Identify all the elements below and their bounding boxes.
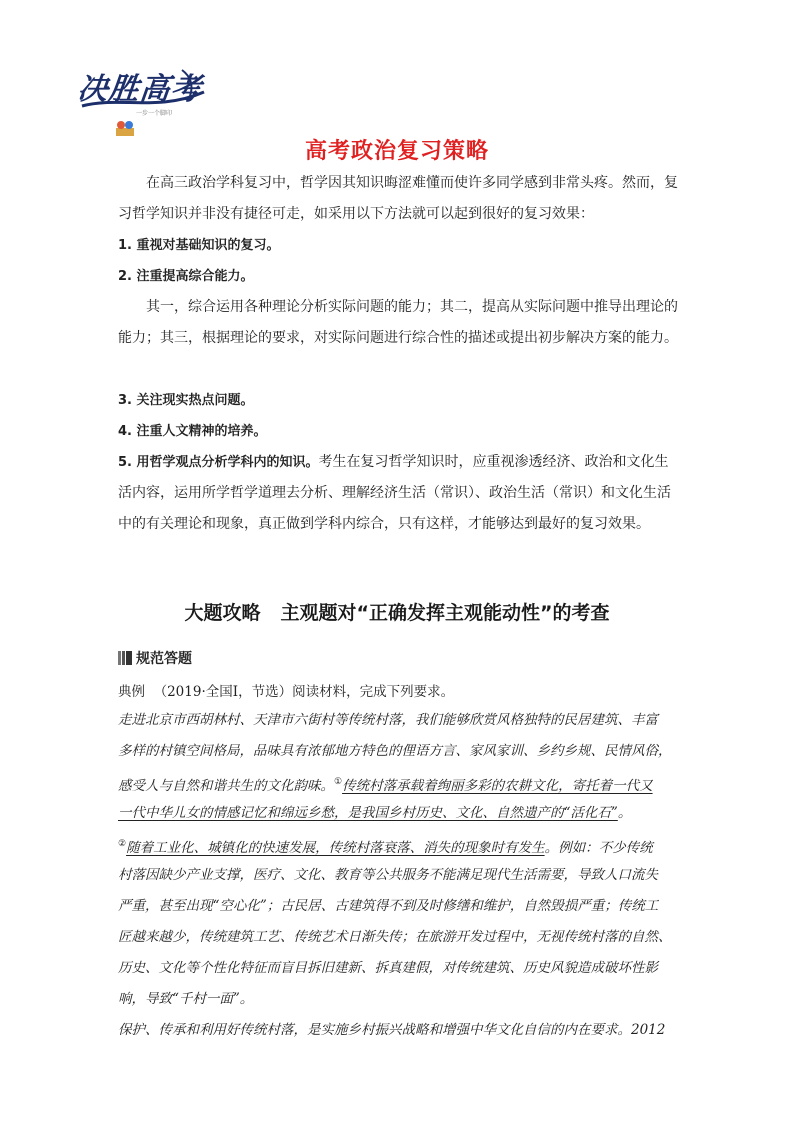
point-3: 3. 关注现实热点问题。 [118, 393, 254, 408]
intro-paragraph: 在高三政治学科复习中，哲学因其知识晦涩难懂而使许多同学感到非常头疼。然而，复习哲学知识并非没有捷径可走，如采用以下方法就可以起到很好的复习效果： [118, 175, 678, 222]
material-text: 。例如：不少传统 [544, 840, 653, 856]
material-line [118, 829, 678, 864]
point-5-heading: 5. 用哲学观点分析学科内的知识。 [118, 455, 319, 470]
section-title-a: 大题攻略 [184, 602, 261, 624]
example-label: 典例 [118, 684, 145, 700]
logo-subtitle: 一步一个脚印 [136, 110, 173, 117]
section-tag [118, 648, 192, 668]
material-text: 感受人与自然和谐共生的文化韵味。 [118, 778, 334, 794]
point-2: 2. 注重提高综合能力。 [118, 269, 254, 284]
material-line: 村落因缺少产业支撑，医疗、文化、教育等公共服务不能满足现代生活需要，导致人口流失 [118, 867, 658, 883]
material-line: 历史、文化等个性化特征而盲目拆旧建新、拆真建假，对传统建筑、历史风貌造成破坏性影 [118, 960, 658, 976]
material-text: 。 [617, 805, 632, 821]
material-line: 严重，甚至出现“空心化”；古民居、古建筑得不到及时修缮和维护，自然毁损严重；传统工 [118, 898, 659, 914]
section-title-b: 主观题对“正确发挥主观能动性”的考查 [280, 602, 610, 624]
marker-2: ② [118, 839, 127, 849]
section-title [0, 598, 794, 625]
point-2-detail: 其一，综合运用各种理论分析实际问题的能力；其二，提高从实际问题中推导出理论的能力；其三，根据理论的要求，对实际问题进行综合性的描述或提出初步解决方案的能力。 [118, 299, 678, 346]
material-line [118, 767, 678, 802]
material-line: 响，导致“千村一面”。 [118, 991, 254, 1007]
page-title: 高考政治复习策略 [304, 139, 489, 164]
underlined-text: 随着工业化、城镇化的快速发展，传统村落衰落、消失的现象时有发生 [126, 840, 545, 856]
material-line: 多样的村镇空间格局，品味具有浓郁地方特色的俚语方言、家风家训、乡约乡规、民情风俗， [118, 743, 672, 759]
underlined-text: 传统村落承载着绚丽多彩的农耕文化，寄托着一代又 [342, 778, 653, 794]
underlined-text: 一代中华儿女的情感记忆和绵远乡愁，是我国乡村历史、文化、自然遗产的“活化石” [118, 805, 618, 821]
logo-text: 决胜高考 [75, 72, 204, 107]
material-line: 走进北京市西胡林村、天津市六街村等传统村落，我们能够欣赏风格独特的民居建筑、丰富 [118, 712, 658, 728]
tag-bar-icon [118, 651, 132, 665]
material-line: 保护、传承和利用好传统村落，是实施乡村振兴战略和增强中华文化自信的内在要求。2012 [118, 1022, 666, 1038]
material-line [118, 798, 678, 829]
point-1: 1. 重视对基础知识的复习。 [118, 238, 280, 253]
marker-1: ① [334, 777, 343, 787]
point-5-detail: 考生在复习哲学知识时，应重视渗透经济、政治和文化生活内容，运用所学哲学道理去分析、理解经济生活（常识）、政治生活（常识）和文化生活中的有关理论和现象，真正做到学科内综合，只有这样，才能够达到最好的复习效果。 [118, 454, 671, 532]
point-5 [118, 447, 678, 540]
material-line: 匠越来越少，传统建筑工艺、传统艺术日渐失传；在旅游开发过程中，无视传统村落的自然、 [118, 929, 672, 945]
point-4: 4. 注重人文精神的培养。 [118, 424, 267, 439]
logo [75, 62, 208, 144]
tag-label: 规范答题 [136, 651, 192, 667]
example-source: （2019·全国Ⅰ，节选）阅读材料，完成下列要求。 [153, 684, 455, 700]
example-line [118, 680, 454, 700]
